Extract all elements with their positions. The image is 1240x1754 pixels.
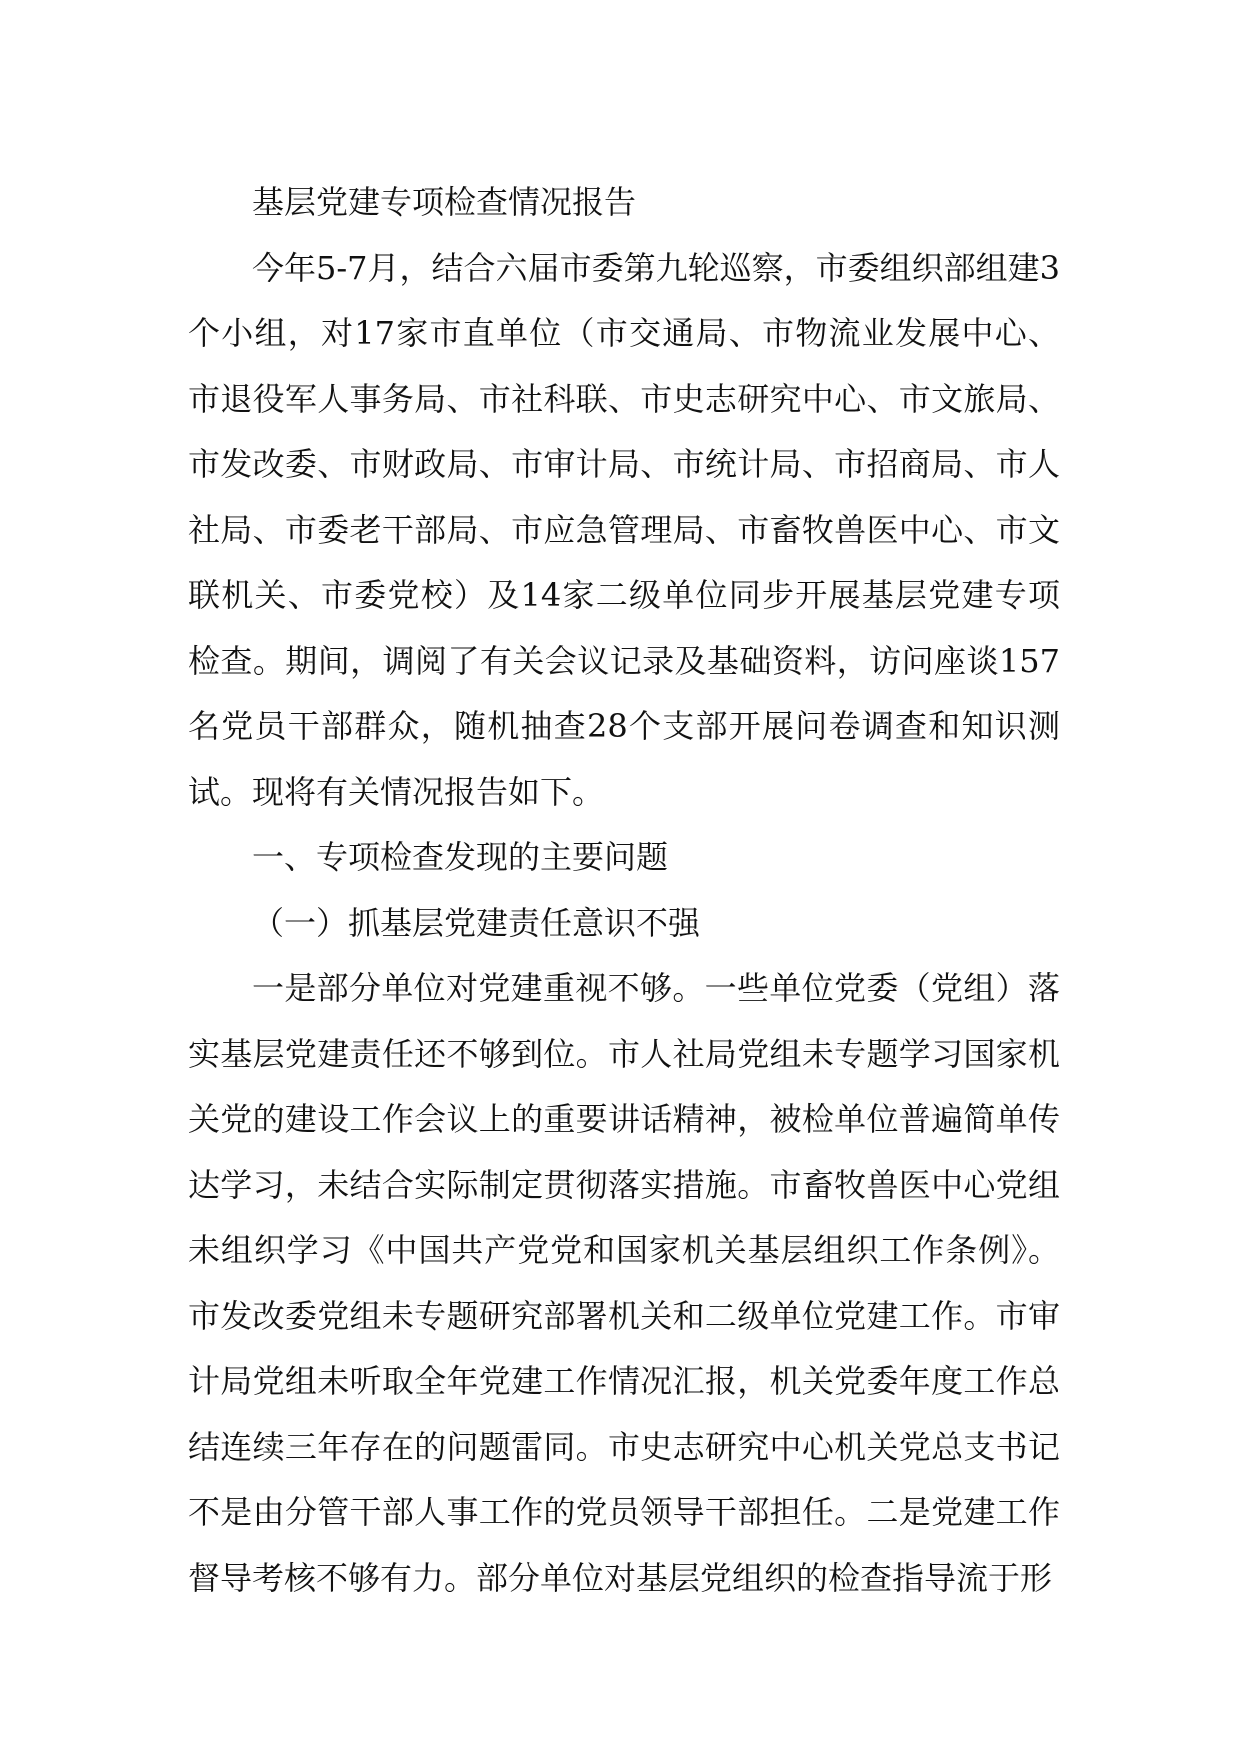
intro-paragraph: 今年5-7月，结合六届市委第九轮巡察，市委组织部组建3个小组，对17家市直单位（市交通局、市物流业发展中心、市退役军人事务局、市社科联、市史志研究中心、市文旅局、市发改委、市财政局、市审计局、市统计局、市招商局、市人社局、市委老干部局、市应急管理局、市畜牧兽医中心、市文联机关、市委党校）及14家二级单位同步开展基层党建专项检查。期间，调阅了有关会议记录及基础资料，访问座谈157名党员干部群众，随机抽查28个支部开展问卷调查和知识测试。现将有关情况报告如下。: [188, 248, 1060, 811]
document-body: [188, 170, 1060, 1611]
body-paragraph: 一是部分单位对党建重视不够。一些单位党委（党组）落实基层党建责任还不够到位。市人社局党组未专题学习国家机关党的建设工作会议上的重要讲话精神，被检单位普遍简单传达学习，未结合实际制定贯彻落实措施。市畜牧兽医中心党组未组织学习《中国共产党党和国家机关基层组织工作条例》。市发改委党组未专题研究部署机关和二级单位党建工作。市审计局党组未听取全年党建工作情况汇报，机关党委年度工作总结连续三年存在的问题雷同。市史志研究中心机关党总支书记不是由分管干部人事工作的党员领导干部担任。二是党建工作督导考核不够有力。部分单位对基层党组织的检查指导流于形: [188, 969, 1060, 1597]
subsection-heading: （一）抓基层党建责任意识不强: [252, 903, 701, 942]
document-title: 基层党建专项检查情况报告: [252, 183, 637, 221]
section-heading: 一、专项检查发现的主要问题: [252, 838, 669, 876]
